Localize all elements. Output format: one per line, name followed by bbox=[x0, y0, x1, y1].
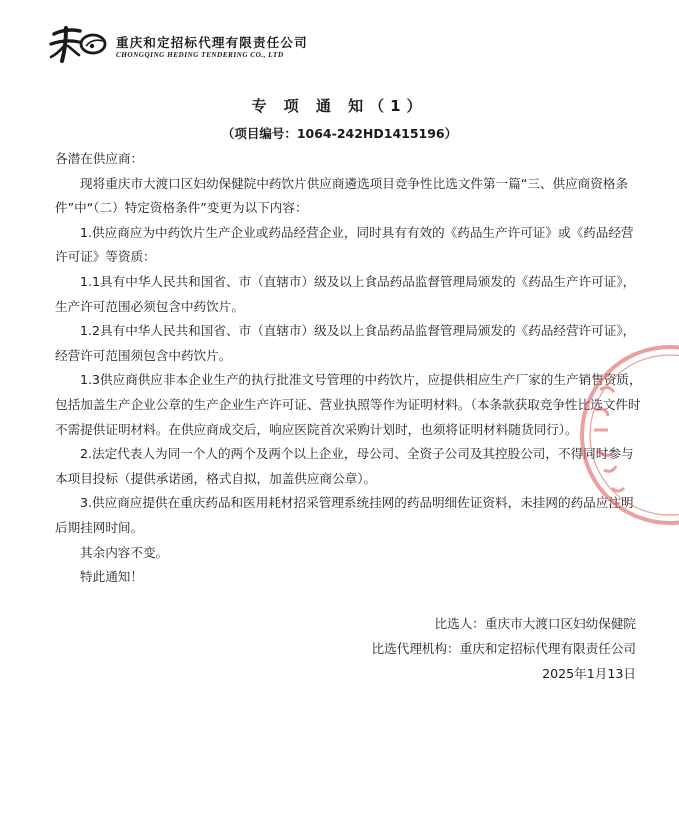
notice-title: 专 项 通 知（1） bbox=[251, 97, 428, 115]
paragraph-remainder: 其余内容不变。 bbox=[80, 544, 169, 560]
paragraph-intro: 现将重庆市大渡口区妇幼保健院中药饮片供应商遴选项目竞争性比选文件第一篇“三、供应商资格条件”中“（二）特定资格条件”变更为以下内容： bbox=[55, 175, 629, 216]
paragraph-item-3: 3.供应商应提供在重庆药品和医用耗材招采管理系统挂网的药品明细佐证资料，未挂网的药品应注明后期挂网时间。 bbox=[55, 495, 634, 535]
paragraph-closing: 特此通知！ bbox=[80, 569, 143, 585]
heding-brush-logo-icon bbox=[48, 24, 110, 64]
selector-line: 比选人：重庆市大渡口区妇幼保健院 bbox=[434, 616, 636, 631]
agency-line: 比选代理机构：重庆和定招标代理有限责任公司 bbox=[371, 641, 636, 656]
paragraph-item-1-1: 1.1具有中华人民共和国省、市（直辖市）级及以上食品药品监督管理局颁发的《药品生产许可证》，生产许可范围必须包含中药饮片。 bbox=[55, 273, 636, 314]
paragraph-item-2: 2.法定代表人为同一个人的两个及两个以上企业，母公司、全资子公司及其控股公司，不得同时参与本项目投标（提供承诺函，格式自拟，加盖供应商公章）。 bbox=[55, 446, 634, 486]
date-line: 2025年1月13日 bbox=[542, 666, 636, 681]
salutation: 各潜在供应商： bbox=[55, 151, 144, 166]
paragraph-item-1: 1.供应商应为中药饮片生产企业或药品经营企业，同时具有有效的《药品生产许可证》或《药品经营许可证》等资质： bbox=[55, 224, 634, 265]
project-number: （项目编号：1064-242HD1415196） bbox=[221, 126, 458, 141]
signature-block bbox=[372, 611, 636, 686]
paragraph-item-1-2: 1.2具有中华人民共和国省、市（直辖市）级及以上食品药品监督管理局颁发的《药品经营许可证》，经营许可范围须包含中药饮片。 bbox=[55, 323, 636, 363]
company-seal-icon bbox=[560, 330, 679, 540]
company-name-en: CHONGQING HEDING TENDERING CO., LTD bbox=[116, 51, 284, 59]
paragraph-item-1-3: 1.3供应商供应非本企业生产的执行批准文号管理的中药饮片，应提供相应生产厂家的生产销售资质，包括加盖生产企业公章的生产企业生产许可证、营业执照等作为证明材料。（本条款获取竞争性比选文件时不需提供证明材料。在供应商成交后，响应医院首次采购计划时，也须将证明材料随货同行）。 bbox=[55, 372, 642, 437]
letterhead bbox=[48, 24, 368, 64]
notice-body bbox=[55, 147, 645, 590]
company-name-cn: 重庆和定招标代理有限责任公司 bbox=[116, 35, 308, 50]
